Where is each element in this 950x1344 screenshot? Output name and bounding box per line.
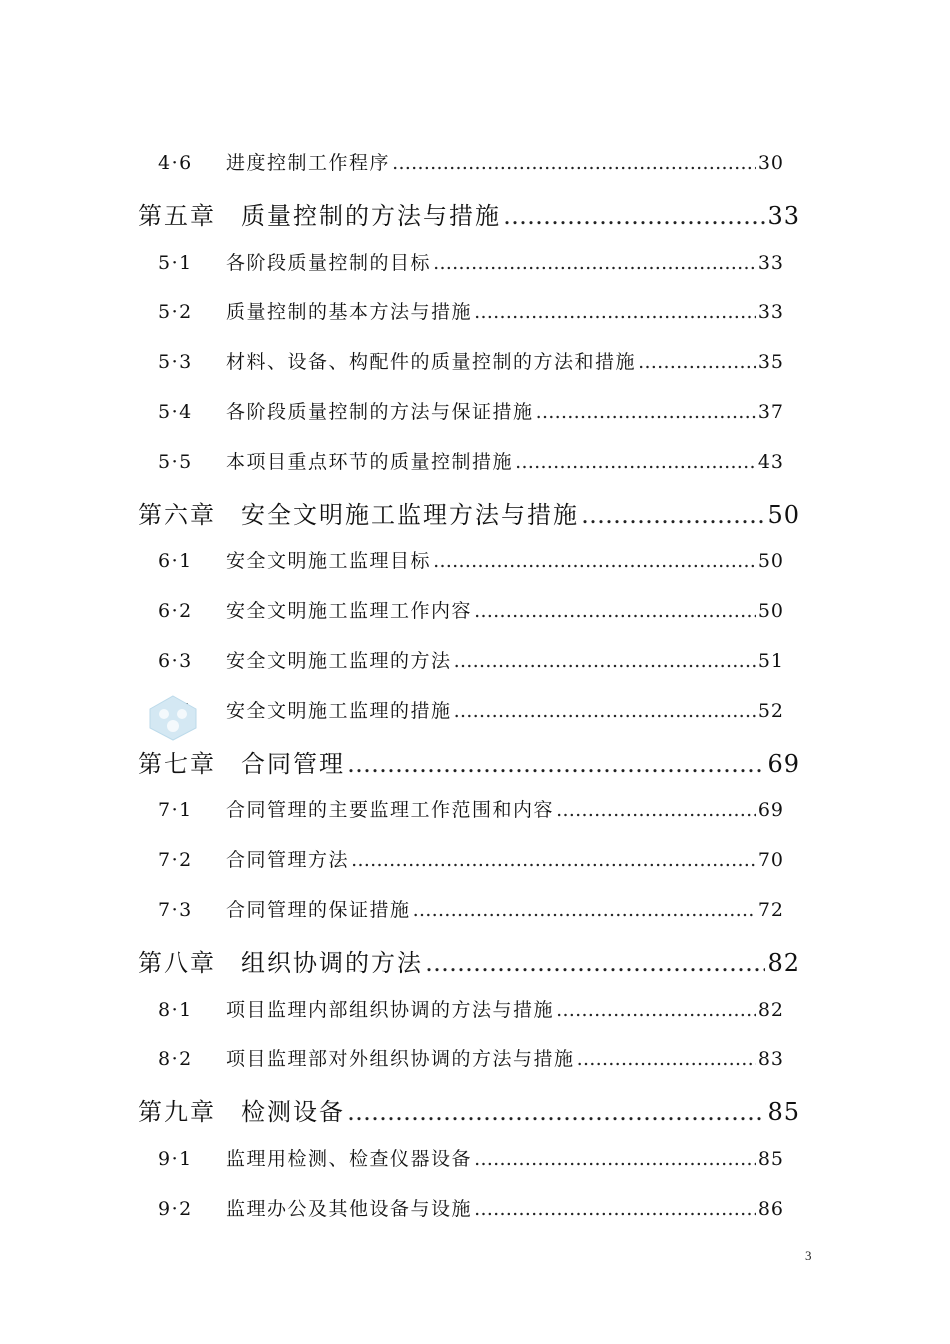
toc-entry-number: 8·1 — [158, 998, 193, 1021]
toc-entry-page: 50 — [757, 550, 784, 573]
toc-entry-title: 质量控制的基本方法与措施 — [226, 301, 473, 324]
toc-entry-page: 50 — [757, 600, 784, 623]
toc-dot-leader — [392, 152, 756, 174]
toc-entry-number: 7·3 — [158, 899, 193, 921]
toc-entry-page: 83 — [757, 1048, 784, 1071]
toc-chapter-entry — [138, 943, 800, 978]
toc-dot-leader — [474, 301, 756, 323]
toc-section-entry — [158, 646, 784, 673]
toc-entry-number: 第六章 — [138, 500, 216, 529]
toc-chapter-entry — [138, 1092, 800, 1127]
toc-entry-title: 合同管理的主要监理工作范围和内容 — [226, 799, 555, 822]
toc-entry-title: 安全文明施工监理的方法 — [226, 650, 452, 672]
toc-dot-leader — [581, 501, 765, 529]
toc-section-entry — [158, 895, 784, 922]
toc-entry-title: 材料、设备、构配件的质量控制的方法和措施 — [226, 351, 637, 374]
toc-entry-number: 6·1 — [158, 550, 193, 573]
toc-section-entry — [158, 1144, 784, 1171]
toc-chapter-entry — [138, 495, 800, 530]
toc-section-entry — [158, 397, 784, 424]
toc-entry-number: 6·3 — [158, 650, 193, 672]
toc-entry-page: 33 — [767, 201, 800, 230]
toc-entry-number: 5·4 — [158, 401, 193, 423]
toc-entry-number: 9·1 — [158, 1148, 193, 1170]
toc-dot-leader — [515, 451, 756, 473]
toc-dot-leader — [474, 1198, 756, 1220]
toc-entry-page: 37 — [757, 401, 784, 423]
toc-entry-title: 合同管理 — [241, 749, 345, 778]
toc-section-entry — [158, 596, 784, 623]
toc-entry-title: 本项目重点环节的质量控制措施 — [226, 450, 514, 473]
toc-entry-page: 30 — [757, 152, 784, 174]
toc-section-entry — [158, 347, 784, 374]
toc-entry-page: 70 — [757, 849, 784, 872]
toc-entry-title: 各阶段质量控制的方法与保证措施 — [226, 401, 534, 423]
toc-entry-page: 69 — [767, 749, 800, 778]
toc-section-entry — [158, 248, 784, 275]
toc-section-entry — [158, 297, 784, 324]
toc-entry-number: 第五章 — [138, 201, 216, 230]
toc-section-entry — [158, 1044, 784, 1071]
toc-dot-leader — [556, 799, 756, 821]
toc-entry-title: 安全文明施工监理目标 — [226, 550, 432, 573]
toc-entry-page: 50 — [767, 500, 800, 529]
toc-dot-leader — [413, 899, 756, 921]
toc-entry-title: 项目监理部对外组织协调的方法与措施 — [226, 1048, 575, 1071]
toc-entry-title: 监理用检测、检查仪器设备 — [226, 1148, 473, 1170]
toc-entry-page: 35 — [757, 351, 784, 374]
toc-entry-title: 项目监理内部组织协调的方法与措施 — [226, 998, 555, 1021]
toc-entry-title: 合同管理的保证措施 — [226, 899, 411, 921]
toc-dot-leader — [351, 849, 756, 871]
watermark-logo-icon — [144, 694, 202, 742]
toc-entry-page: 82 — [767, 948, 800, 977]
toc-entry-title: 组织协调的方法 — [241, 948, 423, 977]
toc-dot-leader — [425, 949, 765, 977]
toc-entry-number: 7·2 — [158, 849, 193, 872]
toc-dot-leader — [347, 1098, 765, 1126]
toc-entry-page: 52 — [757, 699, 784, 722]
toc-dot-leader — [536, 401, 756, 423]
toc-entry-number: 6·2 — [158, 600, 193, 623]
toc-dot-leader — [503, 202, 765, 230]
toc-section-entry — [158, 696, 784, 723]
toc-dot-leader — [454, 650, 756, 672]
toc-entry-title: 质量控制的方法与措施 — [241, 201, 501, 230]
toc-entry-number: 7·1 — [158, 799, 193, 822]
toc-entry-number: 4·6 — [158, 152, 193, 174]
toc-section-entry — [158, 1194, 784, 1221]
toc-entry-page: 69 — [757, 799, 784, 822]
toc-entry-title: 检测设备 — [241, 1098, 345, 1127]
toc-entry-title: 安全文明施工监理工作内容 — [226, 600, 473, 623]
toc-entry-title: 安全文明施工监理方法与措施 — [241, 500, 579, 529]
footer-page-number: 3 — [805, 1248, 812, 1263]
toc-chapter-entry — [138, 196, 800, 231]
toc-section-entry — [158, 148, 784, 175]
toc-entry-title: 各阶段质量控制的目标 — [226, 251, 432, 274]
toc-dot-leader — [347, 750, 765, 778]
toc-section-entry — [158, 546, 784, 573]
toc-dot-leader — [433, 252, 756, 274]
toc-entry-number: 9·2 — [158, 1197, 193, 1220]
toc-entry-number: 5·5 — [158, 450, 193, 473]
toc-entry-page: 86 — [757, 1197, 784, 1220]
toc-entry-number: 第八章 — [138, 948, 216, 977]
toc-entry-page: 85 — [767, 1098, 800, 1127]
toc-dot-leader — [454, 700, 756, 722]
toc-entry-page: 33 — [757, 251, 784, 274]
toc-section-entry — [158, 795, 784, 822]
toc-entry-page: 33 — [757, 301, 784, 324]
toc-dot-leader — [556, 999, 756, 1021]
toc-entry-page: 85 — [757, 1148, 784, 1170]
toc-entry-number: 8·2 — [158, 1048, 193, 1071]
toc-dot-leader — [433, 550, 756, 572]
toc-dot-leader — [474, 600, 756, 622]
toc-entry-number: 5·3 — [158, 351, 193, 374]
toc-entry-number: 第九章 — [138, 1098, 216, 1127]
toc-entry-title: 合同管理方法 — [226, 849, 350, 872]
toc-dot-leader — [638, 351, 756, 373]
toc-dot-leader — [474, 1148, 756, 1170]
toc-entry-page: 51 — [757, 650, 784, 672]
toc-entry-number: 第七章 — [138, 749, 216, 778]
toc-entry-page: 43 — [757, 450, 784, 473]
toc-dot-leader — [577, 1048, 756, 1070]
toc-section-entry — [158, 995, 784, 1022]
toc-section-entry — [158, 447, 784, 474]
toc-entry-page: 72 — [757, 899, 784, 921]
toc-entry-title: 监理办公及其他设备与设施 — [226, 1197, 473, 1220]
toc-entry-number: 5·2 — [158, 301, 193, 324]
toc-entry-page: 82 — [757, 998, 784, 1021]
toc-section-entry — [158, 845, 784, 872]
toc-entry-title: 安全文明施工监理的措施 — [226, 699, 452, 722]
toc-entry-title: 进度控制工作程序 — [226, 152, 391, 174]
toc-chapter-entry — [138, 744, 800, 779]
toc-entry-number: 5·1 — [158, 251, 193, 274]
